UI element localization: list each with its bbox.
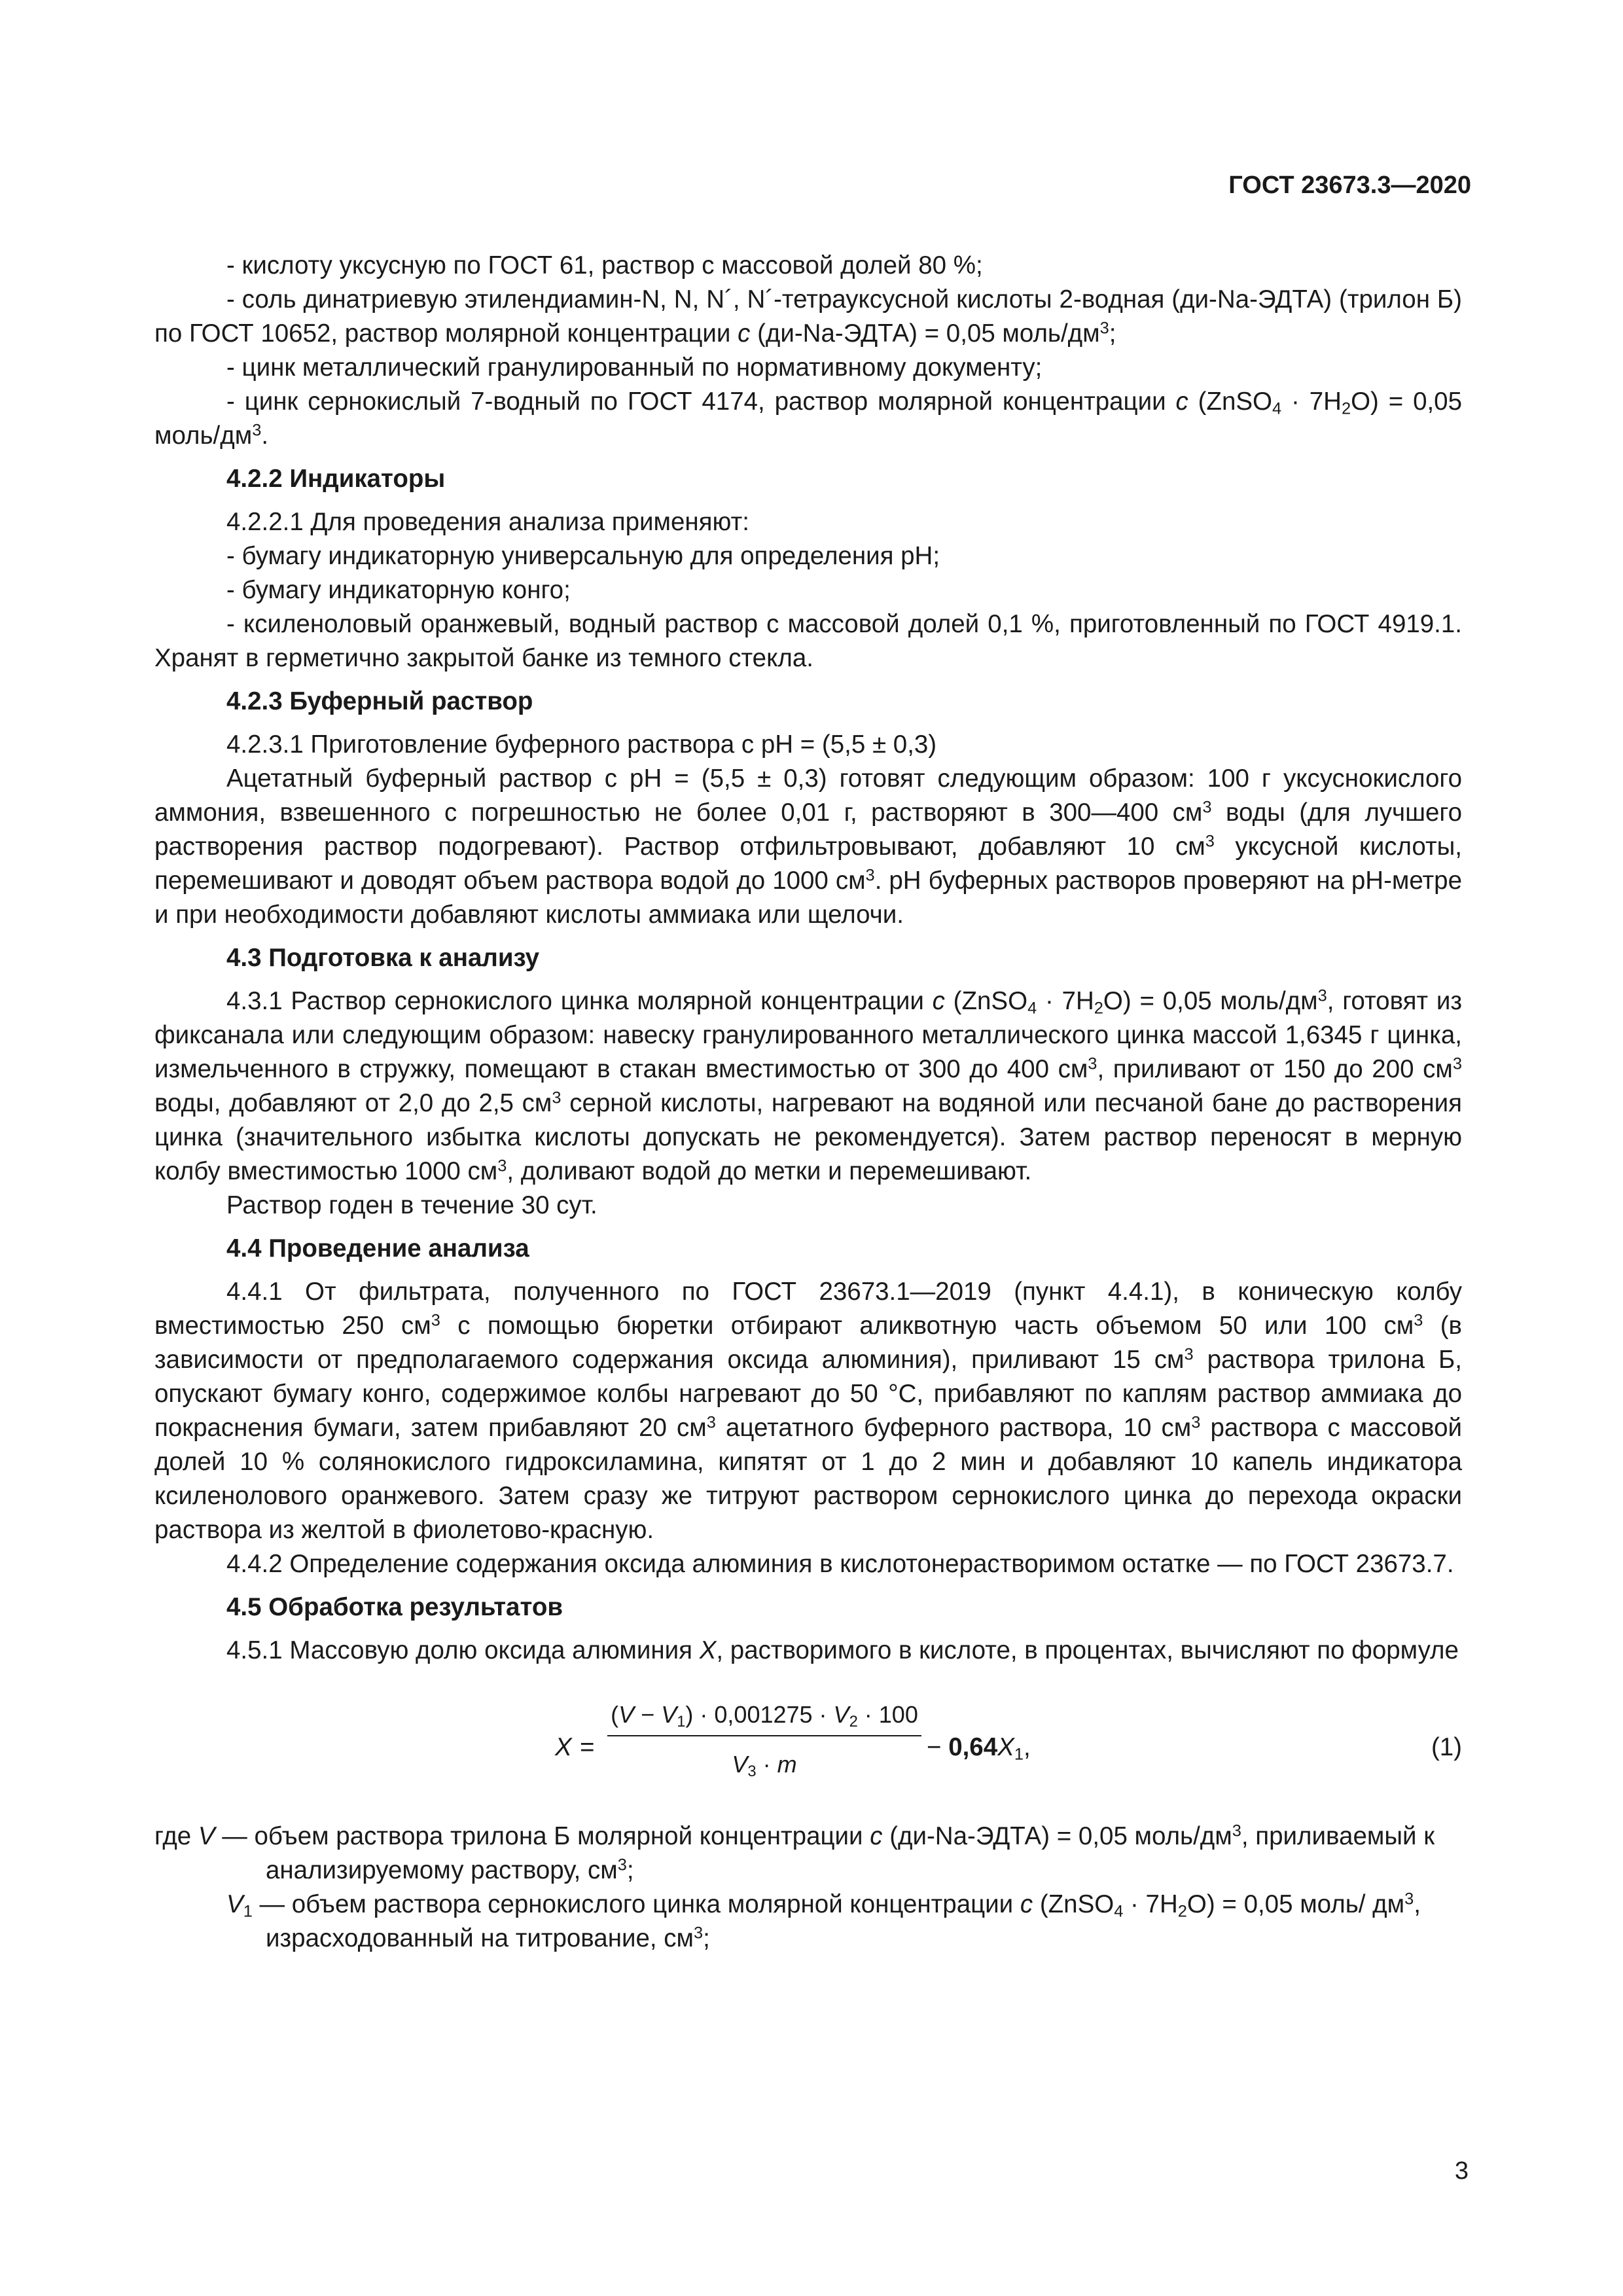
- section-heading: 4.2.3 Буферный раствор: [226, 687, 533, 715]
- list-item: - бумагу индикаторную универсальную для определения pH;: [226, 542, 940, 570]
- paragraph: Раствор годен в течение 30 сут.: [226, 1191, 597, 1219]
- formula-equals: =: [580, 1733, 595, 1761]
- paragraph: 4.2.3.1 Приготовление буферного раствора с pH = (5,5 ± 0,3): [226, 730, 937, 759]
- paragraph: 4.4.1 От фильтрата, полученного по ГОСТ 23673.1—2019 (пункт 4.4.1), в коническую колбу вместимостью 250 $см^3$ с помощью бюретки отбирают аликвотную часть объемом 50 или 100 $см^3$ (в зависимости от предполагаемого содержания оксида алюминия), приливают 15 $см^3$ раствора трилона Б, опускают бумагу конго, содержимое колбы нагревают до 50 °С, прибавляют по каплям раствор аммиака до покраснения бумаги, затем прибавляют 20 $см^3$ ацетатного буферного раствора, 10 $см^3$ раствора с массовой долей 10 % солянокислого гидроксиламина, кипятят от 1 до 2 мин и добавляют 10 капель индикатора ксиленолового оранжевого. Затем сразу же титруют раствором сернокислого цинка до перехода окраски раствора из желтой в фиолетово-красную.: [154, 1278, 1462, 1544]
- formula-tail: − $0,64X_1$,: [927, 1733, 1031, 1764]
- formula-numerator: $(V - V_1) \cdot 0,001275 \cdot V_2 \cdot 100$: [611, 1701, 918, 1731]
- page-content: [154, 249, 1462, 1956]
- paragraph: 4.3.1 Раствор сернокислого цинка молярной концентрации c (ZnSO$_4$ · $7H_2O) = 0,05$ моль/$дм^3$, готовят из фиксанала или следующим образом: навеску гранулированного металлического цинка массой 1,6345 г цинка, измельченного в стружку, помещают в стакан вместимостью от 300 до 400 $см^3$, приливают от 150 до 200 $см^3$ воды, добавляют от 2,0 до 2,5 $см^3$ серной кислоты, нагревают на водяной или песчаной бане до растворения цинка (значительного избытка кислоты допускать не рекомендуется). Затем раствор переносят в мерную колбу вместимостью 1000 $см^3$, доливают водой до метки и перемешивают.: [154, 986, 1462, 1185]
- paragraph: 4.2.2.1 Для проведения анализа применяют:: [226, 508, 749, 536]
- formula-denominator: $V_3 \cdot m$: [732, 1751, 797, 1780]
- where-item: $V_1$ — объем раствора сернокислого цинка молярной концентрации c (ZnSO$_4$ · $7H_2O) = 0,05$ моль/ $дм^3$, израсходованный на титрование, $см^3$;: [226, 1890, 1421, 1952]
- formula-lhs: X: [555, 1733, 572, 1761]
- list-item: - бумагу индикаторную конго;: [226, 576, 571, 604]
- list-item: - цинк металлический гранулированный по нормативному документу;: [226, 353, 1043, 382]
- section-heading: 4.5 Обработка результатов: [226, 1593, 563, 1621]
- paragraph: Ацетатный буферный раствор с pH = (5,5 ± 0,3) готовят следующим образом: 100 г уксуснокислого аммония, взвешенного с погрешностью не более 0,01 г, растворяют в 300—400 $см^3$ воды (для лучшего растворения раствор подогревают). Раствор отфильтровывают, добавляют 10 $см^3$ уксусной кислоты, перемешивают и доводят объем раствора водой до 1000 $см^3$. pH буферных растворов проверяют на pH-метре и при необходимости добавляют кислоты аммиака или щелочи.: [154, 764, 1462, 929]
- list-item: - кислоту уксусную по ГОСТ 61, раствор с массовой долей 80 %;: [226, 251, 983, 279]
- paragraph: 4.5.1 Массовую долю оксида алюминия X, растворимого в кислоте, в процентах, вычисляют по формуле: [226, 1636, 1459, 1664]
- formula-number: (1): [1431, 1733, 1462, 1761]
- where-item: где V — объем раствора трилона Б молярной концентрации c (ди-Na-ЭДТА) = 0,05 моль/$дм^3$, приливаемый к анализируемому раствору, $см^3$;: [154, 1821, 1435, 1884]
- document-code: ГОСТ 23673.3—2020: [1228, 171, 1471, 199]
- section-heading: 4.4 Проведение анализа: [226, 1234, 529, 1263]
- fraction-bar: [607, 1735, 921, 1736]
- section-heading: 4.2.2 Индикаторы: [226, 465, 446, 493]
- list-item: - цинк сернокислый 7-водный по ГОСТ 4174, раствор молярной концентрации c (ZnSO$_4$ · $7H_2O) = 0,05$ моль/$дм^3$.: [154, 387, 1463, 450]
- page-number: 3: [1454, 2157, 1469, 2185]
- list-item: - ксиленоловый оранжевый, водный раствор с массовой долей 0,1 %, приготовленный по ГОСТ 4919.1. Хранят в герметично закрытой банке из темного стекла.: [154, 610, 1462, 672]
- list-item: - соль динатриевую этилендиамин-N, N, N´, N´-тетрауксусной кислоты 2-водная (ди-Na-ЭДТА) (трилон Б) по ГОСТ 10652, раствор молярной концентрации c (ди-Na-ЭДТА) = 0,05 моль/$дм^3$;: [154, 285, 1462, 348]
- section-heading: 4.3 Подготовка к анализу: [226, 944, 540, 972]
- formula-1: [154, 1698, 1462, 1796]
- paragraph: 4.4.2 Определение содержания оксида алюминия в кислотонерастворимом остатке — по ГОСТ 23673.7.: [226, 1550, 1454, 1578]
